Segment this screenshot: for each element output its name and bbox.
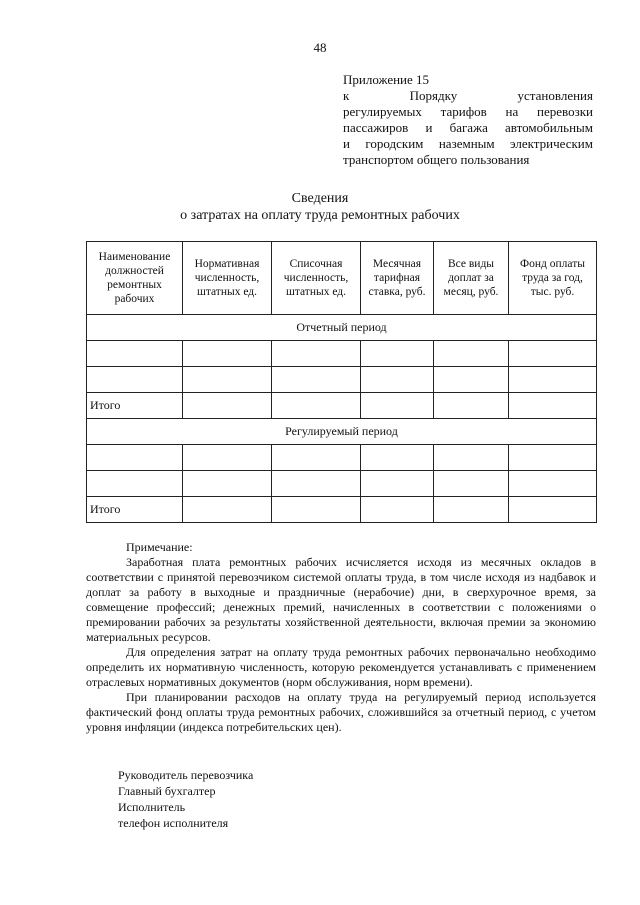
total-label: Итого bbox=[87, 497, 183, 523]
signature-line: телефон исполнителя bbox=[118, 816, 229, 830]
table-cell bbox=[183, 367, 272, 393]
table-cell bbox=[361, 497, 434, 523]
table-cell bbox=[361, 471, 434, 497]
table-cell bbox=[509, 393, 597, 419]
signature-line: Исполнитель bbox=[118, 800, 186, 814]
table-cell bbox=[87, 341, 183, 367]
page-number: 48 bbox=[313, 40, 327, 55]
table-cell bbox=[183, 445, 272, 471]
section-regulated-period: Регулируемый период bbox=[87, 419, 597, 445]
table-cell bbox=[509, 497, 597, 523]
column-header: Списочная численность, штатных ед. bbox=[272, 242, 361, 315]
notes-header: Примечание: bbox=[126, 540, 193, 554]
table-cell bbox=[183, 497, 272, 523]
table-cell bbox=[434, 471, 509, 497]
signature-line: Главный бухгалтер bbox=[118, 784, 216, 798]
table-cell bbox=[434, 367, 509, 393]
table-cell bbox=[434, 445, 509, 471]
table-cell bbox=[361, 393, 434, 419]
table-cell bbox=[434, 393, 509, 419]
total-label: Итого bbox=[87, 393, 183, 419]
column-header: Наименование должностей ремонтных рабочих bbox=[87, 242, 183, 315]
table-cell bbox=[272, 393, 361, 419]
table-cell bbox=[434, 341, 509, 367]
column-header: Месячная тарифная ставка, руб. bbox=[361, 242, 434, 315]
column-header: Все виды доплат за месяц, руб. bbox=[434, 242, 509, 315]
table-cell bbox=[87, 367, 183, 393]
section-row bbox=[87, 315, 597, 341]
table-cell bbox=[361, 341, 434, 367]
appendix-line: транспортом общего пользования bbox=[343, 152, 530, 167]
table-cell bbox=[272, 497, 361, 523]
appendix-line: к Порядку установления bbox=[343, 88, 593, 103]
table-row bbox=[87, 471, 597, 497]
table-cell bbox=[272, 341, 361, 367]
table-cell bbox=[509, 367, 597, 393]
note-paragraph: Заработная плата ремонтных рабочих исчисляется исходя из месячных окладов в соответствии с принятой перевозчиком системой оплаты труда, в том числе исходя из надбавок и доплат за работу в выходные и праздничные (нерабочие) дни, в сверхурочное время, за совмещение профессий; денежных премий, начисленных в соответствии с положениями о премировании рабочих за результаты хозяйственной деятельности, включая премии за экономию материальных ресурсов. bbox=[86, 555, 596, 644]
table-row bbox=[87, 341, 597, 367]
table-cell bbox=[509, 471, 597, 497]
table-cell bbox=[183, 393, 272, 419]
table-cell bbox=[361, 367, 434, 393]
note-paragraph: При планировании расходов на оплату труда на регулируемый период используется фактический фонд оплаты труда ремонтных рабочих, сложившийся за отчетный период, с учетом уровня инфляции (индекса потребительских цен). bbox=[86, 690, 596, 734]
appendix-line: и городским наземным электрическим bbox=[343, 136, 593, 151]
table-cell bbox=[434, 497, 509, 523]
table-cell bbox=[272, 445, 361, 471]
appendix-title: Приложение 15 bbox=[343, 72, 430, 87]
table-cell bbox=[509, 341, 597, 367]
table-cell bbox=[509, 445, 597, 471]
notes-section bbox=[86, 540, 596, 735]
table-cell bbox=[361, 445, 434, 471]
table-cell bbox=[183, 471, 272, 497]
appendix-block bbox=[343, 72, 593, 168]
table-cell bbox=[272, 367, 361, 393]
table-header-row bbox=[87, 242, 597, 315]
signature-line: Руководитель перевозчика bbox=[118, 768, 254, 782]
total-row bbox=[87, 497, 597, 523]
appendix-line: регулируемых тарифов на перевозки bbox=[343, 104, 593, 119]
appendix-line: пассажиров и багажа автомобильным bbox=[343, 120, 593, 135]
table-row bbox=[87, 367, 597, 393]
section-row bbox=[87, 419, 597, 445]
costs-table bbox=[86, 241, 597, 523]
total-row bbox=[87, 393, 597, 419]
signatures-block bbox=[118, 767, 253, 831]
table-row bbox=[87, 445, 597, 471]
document-subtitle: о затратах на оплату труда ремонтных рабочих bbox=[180, 208, 460, 223]
column-header: Нормативная численность, штатных ед. bbox=[183, 242, 272, 315]
table-cell bbox=[87, 445, 183, 471]
table-cell bbox=[183, 341, 272, 367]
section-reporting-period: Отчетный период bbox=[87, 315, 597, 341]
table-cell bbox=[272, 471, 361, 497]
document-title: Сведения bbox=[291, 191, 349, 206]
table-cell bbox=[87, 471, 183, 497]
note-paragraph: Для определения затрат на оплату труда ремонтных рабочих первоначально необходимо определить их нормативную численность, которую рекомендуется устанавливать с применением отраслевых нормативных документов (норм обслуживания, норм времени). bbox=[86, 645, 596, 689]
column-header: Фонд оплаты труда за год, тыс. руб. bbox=[509, 242, 597, 315]
